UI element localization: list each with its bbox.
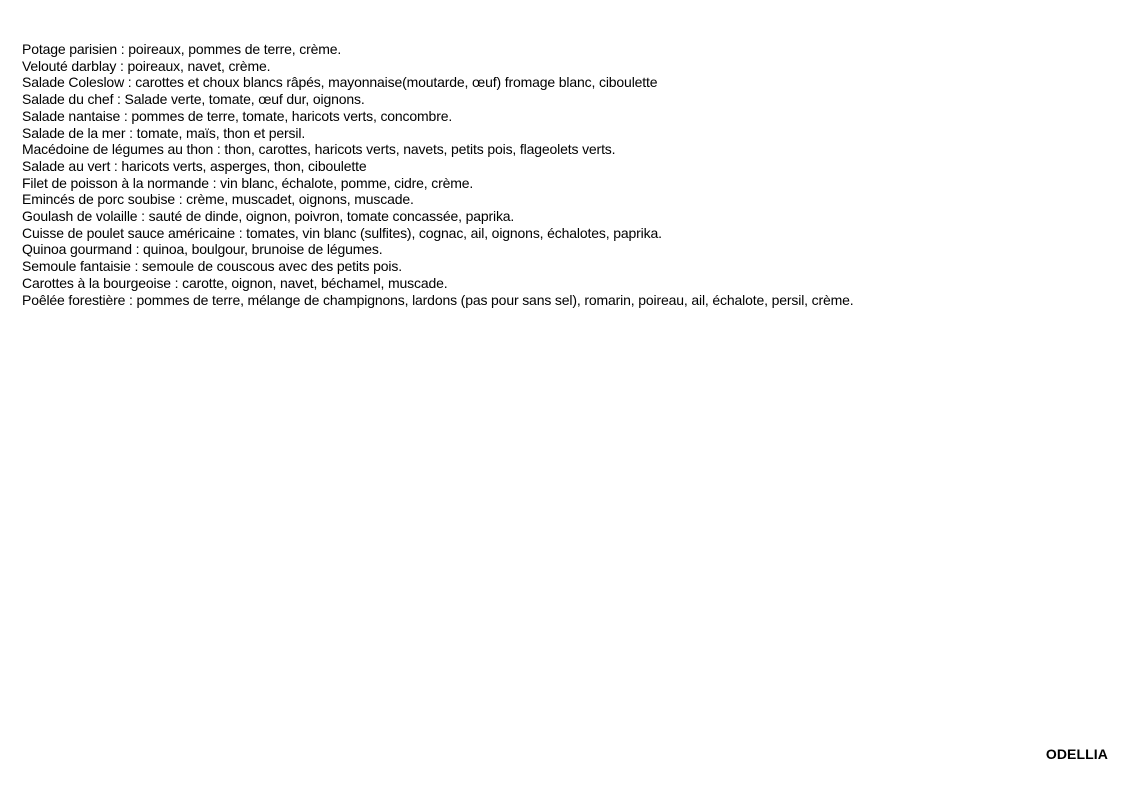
dish-line: Semoule fantaisie : semoule de couscous avec des petits pois. [22,258,402,275]
dish-line: Salade nantaise : pommes de terre, tomate, haricots verts, concombre. [22,107,453,124]
dish-line: Filet de poisson à la normande : vin blanc, échalote, pomme, cidre, crème. [22,174,474,191]
dish-line: Carottes à la bourgeoise : carotte, oignon, navet, béchamel, muscade. [22,274,448,291]
dish-line: Salade de la mer : tomate, maïs, thon et persil. [22,124,306,141]
dish-line: Quinoa gourmand : quinoa, boulgour, brunoise de légumes. [22,241,383,258]
dish-line: Salade du chef : Salade verte, tomate, œuf dur, oignons. [22,91,365,108]
dish-line: Goulash de volaille : sauté de dinde, oignon, poivron, tomate concassée, paprika. [22,208,515,225]
dish-line: Emincés de porc soubise : crème, muscadet, oignons, muscade. [22,191,414,208]
dish-line: Poêlée forestière : pommes de terre, mélange de champignons, lardons (pas pour sans sel), romarin, poireau, ail, échalote, persil, crème. [22,291,854,308]
dish-line: Salade Coleslow : carottes et choux blancs râpés, mayonnaise(moutarde, œuf) fromage blanc, ciboulette [22,74,658,91]
dish-line: Velouté darblay : poireaux, navet, crème. [22,57,271,74]
brand-name: ODELLIA [1045,746,1108,762]
dish-line: Macédoine de légumes au thon : thon, carottes, haricots verts, navets, petits pois, flageolets verts. [22,141,616,158]
dish-line: Potage parisien : poireaux, pommes de terre, crème. [22,41,342,57]
dish-list [22,41,854,308]
dish-line: Cuisse de poulet sauce américaine : tomates, vin blanc (sulfites), cognac, ail, oignons, échalotes, paprika. [22,224,662,241]
dish-line: Salade au vert : haricots verts, asperges, thon, ciboulette [22,157,367,174]
